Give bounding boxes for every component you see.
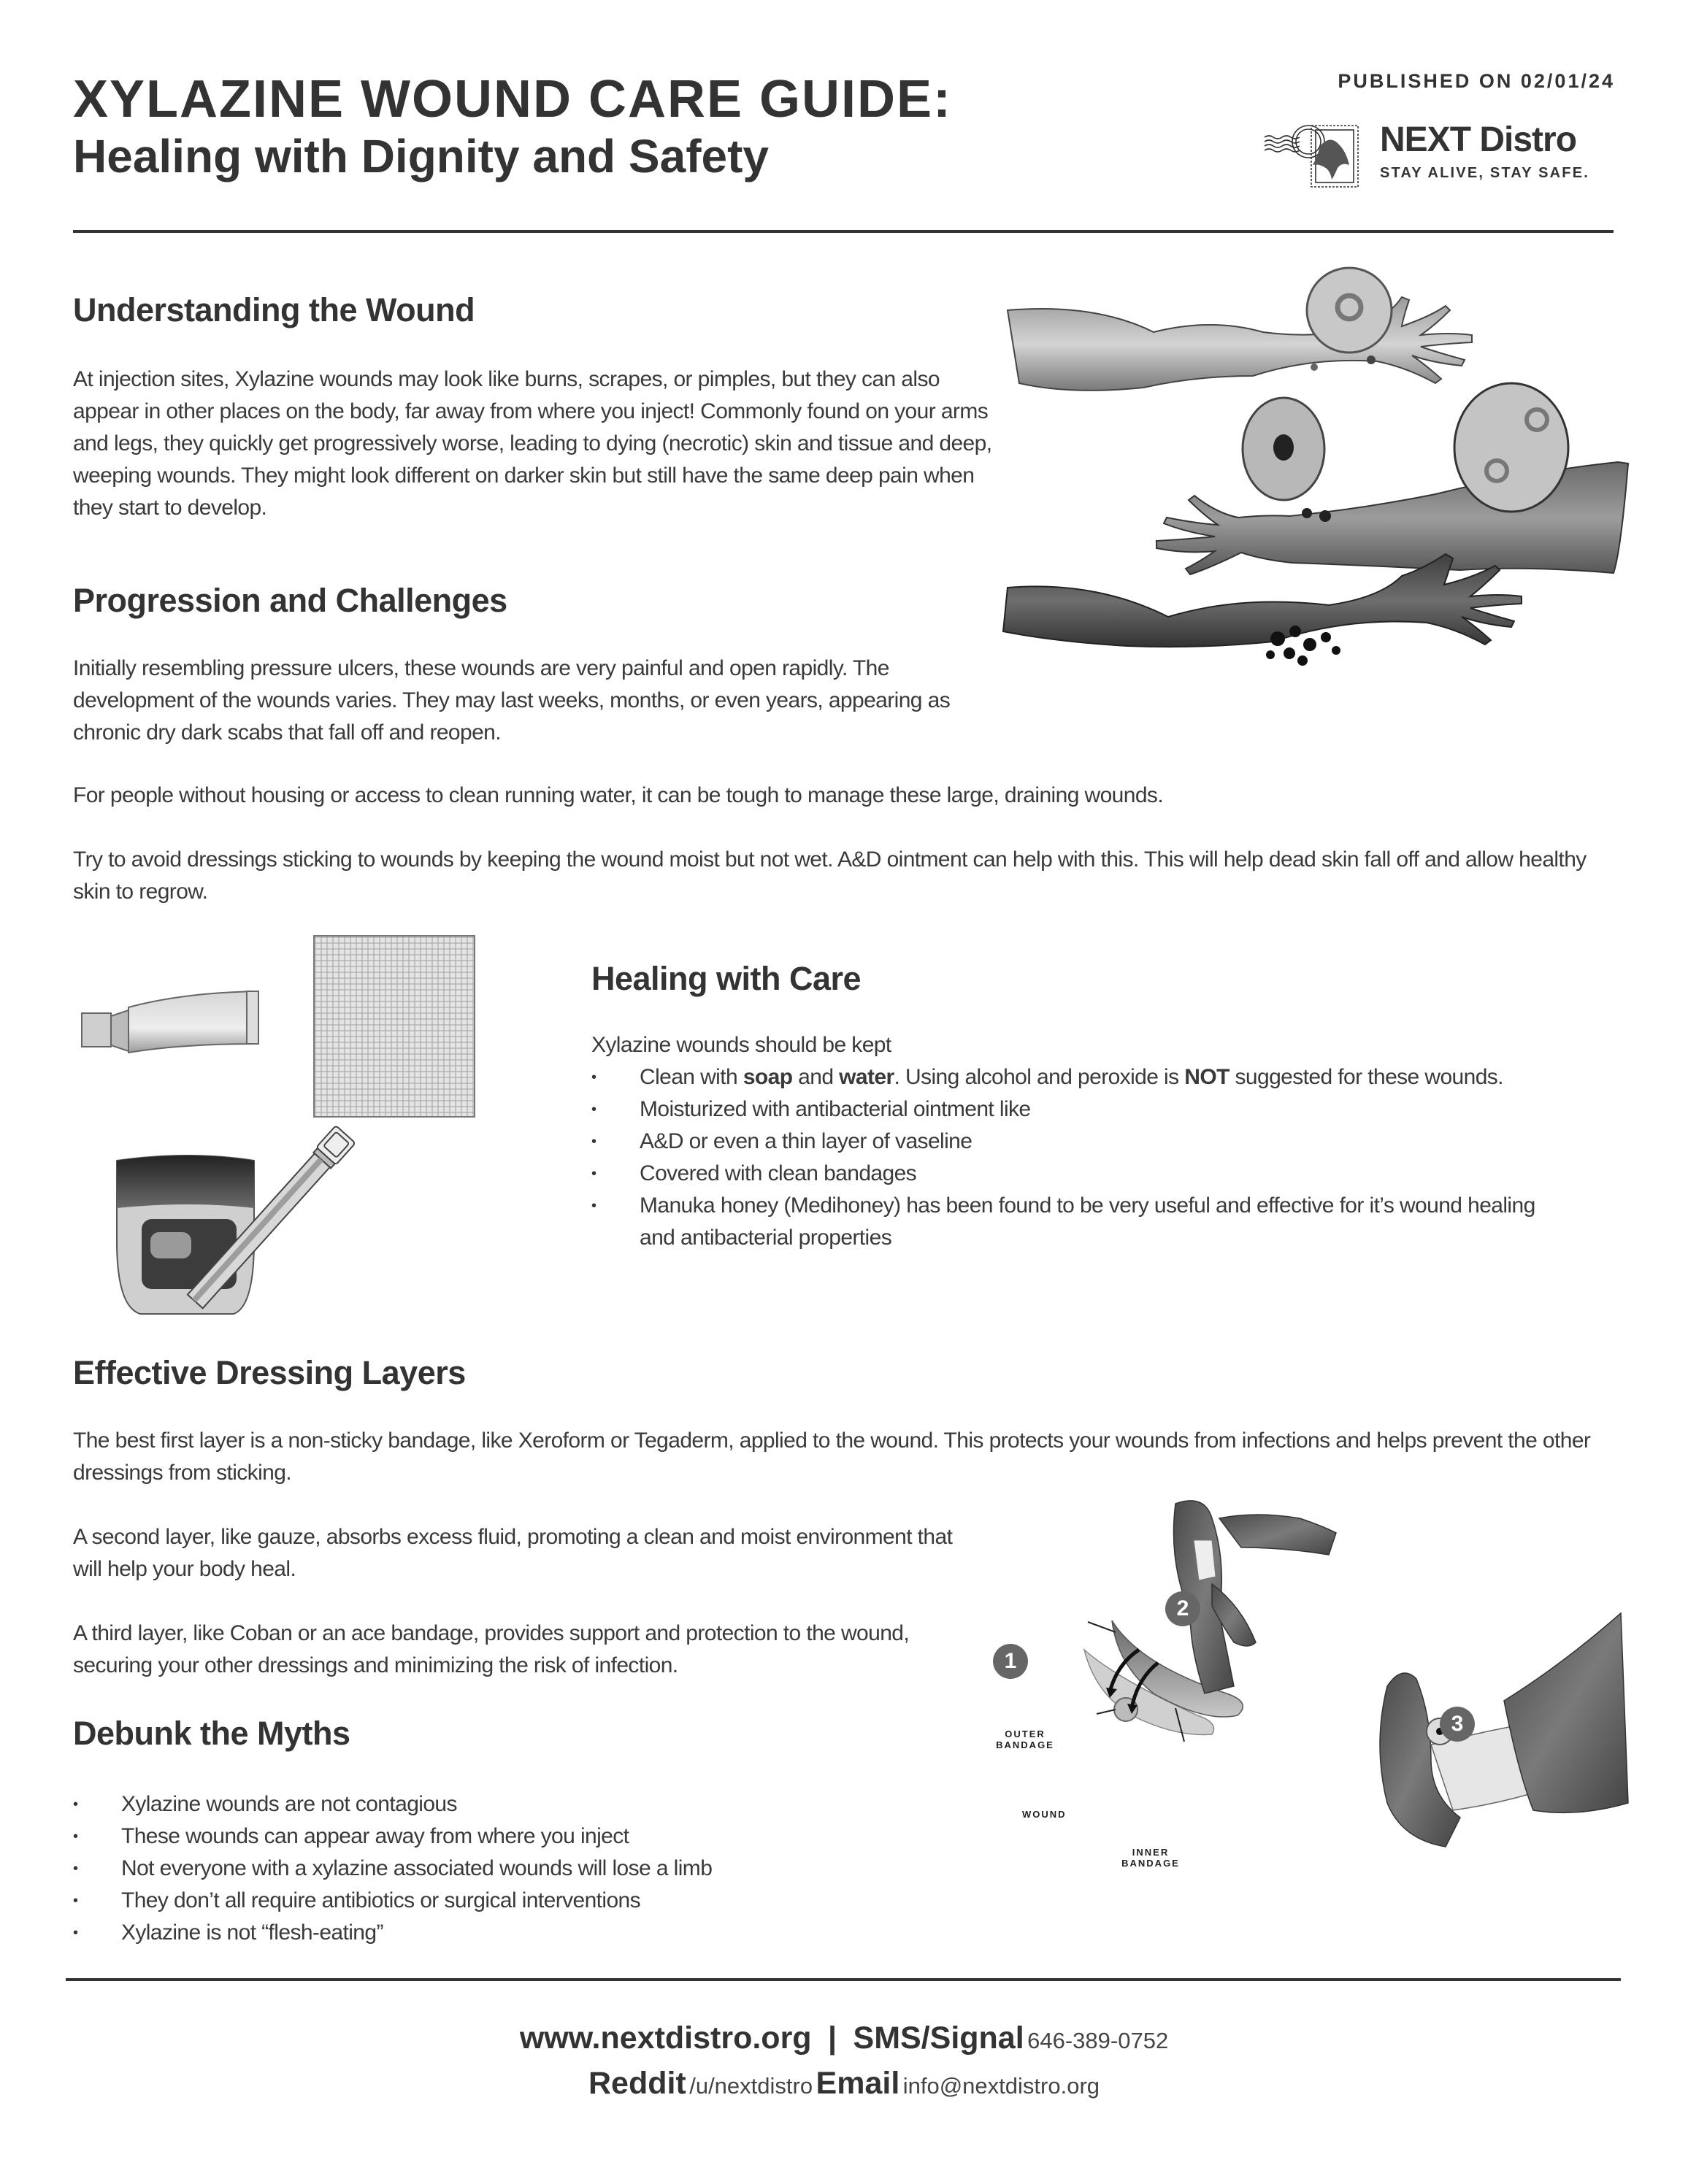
reddit-label: Reddit xyxy=(588,2066,686,2101)
section-heading-dressing: Effective Dressing Layers xyxy=(73,1354,466,1391)
myth-item: • Xylazine wounds are not contagious xyxy=(73,1788,986,1820)
sms-number[interactable]: 646-389-0752 xyxy=(1027,2028,1169,2053)
website-link[interactable]: www.nextdistro.org xyxy=(519,2020,812,2056)
myths-list xyxy=(73,1788,986,1949)
dressing-first-layer: The best first layer is a non-sticky bandage, like Xeroform or Tegaderm, applied to the wound. This protects your wounds from infections and helps prevent the other dressings from sticking. xyxy=(73,1429,1591,1485)
sms-label: SMS/Signal xyxy=(853,2020,1024,2056)
healing-item: • Covered with clean bandages xyxy=(591,1158,1541,1190)
header-divider xyxy=(73,230,1614,233)
logo-tagline: STAY ALIVE, STAY SAFE. xyxy=(1380,165,1589,181)
section-heading-progression: Progression and Challenges xyxy=(73,582,507,619)
myth-item: • These wounds can appear away from where you inject xyxy=(73,1820,986,1853)
email-address[interactable]: info@nextdistro.org xyxy=(902,2073,1100,2099)
published-date: PUBLISHED ON 02/01/24 xyxy=(1338,70,1615,92)
healing-item-clean: • Clean with soap and water. Using alcohol and peroxide is NOT suggested for these wounds. xyxy=(591,1061,1541,1093)
step-badge-2: 2 xyxy=(1165,1591,1200,1626)
email-label: Email xyxy=(816,2066,900,2101)
healing-item: • Moisturized with antibacterial ointment like xyxy=(591,1093,1541,1126)
emphasis-not: NOT xyxy=(1184,1065,1229,1089)
step-badge-3: 3 xyxy=(1440,1707,1475,1742)
healing-list xyxy=(591,1061,1541,1254)
footer-separator: | xyxy=(828,2020,837,2056)
progression-housing-note: For people without housing or access to clean running water, it can be tough to manage these large, draining wounds. xyxy=(73,783,1164,807)
myth-item: • Not everyone with a xylazine associated wounds will lose a limb xyxy=(73,1853,986,1885)
healing-intro: Xylazine wounds should be kept xyxy=(591,1033,891,1057)
progression-moisture-tip: Try to avoid dressings sticking to wounds by keeping the wound moist but not wet. A&D ointment can help with this. This will help dead skin fall off and allow healthy skin to regrow. xyxy=(73,847,1587,904)
footer-contact-line-1 xyxy=(0,2020,1688,2056)
section-heading-myths: Debunk the Myths xyxy=(73,1715,350,1752)
progression-body: Initially resembling pressure ulcers, these wounds are very painful and open rapidly. The development of the wounds varies. They may last weeks, months, or even years, appearing as chronic dry dark scabs that fall off and reopen. xyxy=(73,656,951,745)
healing-item: • A&D or even a thin layer of vaseline xyxy=(591,1126,1541,1158)
arm-wound-progression-illustration xyxy=(1000,266,1635,704)
footer-contact-line-2 xyxy=(0,2066,1688,2102)
dressing-third-layer: A third layer, like Coban or an ace bandage, provides support and protection to the wound, securing your other dressings and minimizing the risk of infection. xyxy=(73,1621,910,1677)
footer-divider xyxy=(66,1978,1621,1981)
label-outer-bandage: OUTER BANDAGE xyxy=(996,1729,1054,1750)
page-title: XYLAZINE WOUND CARE GUIDE: xyxy=(73,70,952,128)
myth-item: • They don’t all require antibiotics or surgical interventions xyxy=(73,1885,986,1917)
label-inner-bandage: INNER BANDAGE xyxy=(1121,1847,1180,1869)
wound-care-supplies-illustration xyxy=(73,934,526,1329)
step-badge-1: 1 xyxy=(993,1644,1028,1679)
dressing-second-layer: A second layer, like gauze, absorbs excess fluid, promoting a clean and moist environment that will help your body heal. xyxy=(73,1525,953,1581)
page-subtitle: Healing with Dignity and Safety xyxy=(73,130,769,182)
section-heading-understanding: Understanding the Wound xyxy=(73,291,475,328)
understanding-body: At injection sites, Xylazine wounds may look like burns, scrapes, or pimples, but they can also appear in other places on the body, far away from where you inject! Commonly found on your arms and legs, they quickly get progressively worse, leading to dying (necrotic) skin and tissue and deep, weeping wounds. They might look different on darker skin but still have the same deep pain when they start to develop. xyxy=(73,367,992,520)
myth-item: • Xylazine is not “flesh-eating” xyxy=(73,1917,986,1949)
postage-stamp-hawk-icon xyxy=(1263,117,1373,190)
dressing-steps-illustration xyxy=(993,1496,1635,1934)
emphasis-water: water xyxy=(839,1065,894,1089)
label-wound: WOUND xyxy=(1022,1809,1067,1820)
logo-name: NEXT Distro xyxy=(1380,120,1577,159)
reddit-handle[interactable]: /u/nextdistro xyxy=(689,2073,813,2099)
section-heading-healing: Healing with Care xyxy=(591,960,862,997)
emphasis-soap: soap xyxy=(743,1065,793,1089)
healing-item: • Manuka honey (Medihoney) has been found to be very useful and effective for it’s wound healing and antibacterial properties xyxy=(591,1190,1541,1254)
